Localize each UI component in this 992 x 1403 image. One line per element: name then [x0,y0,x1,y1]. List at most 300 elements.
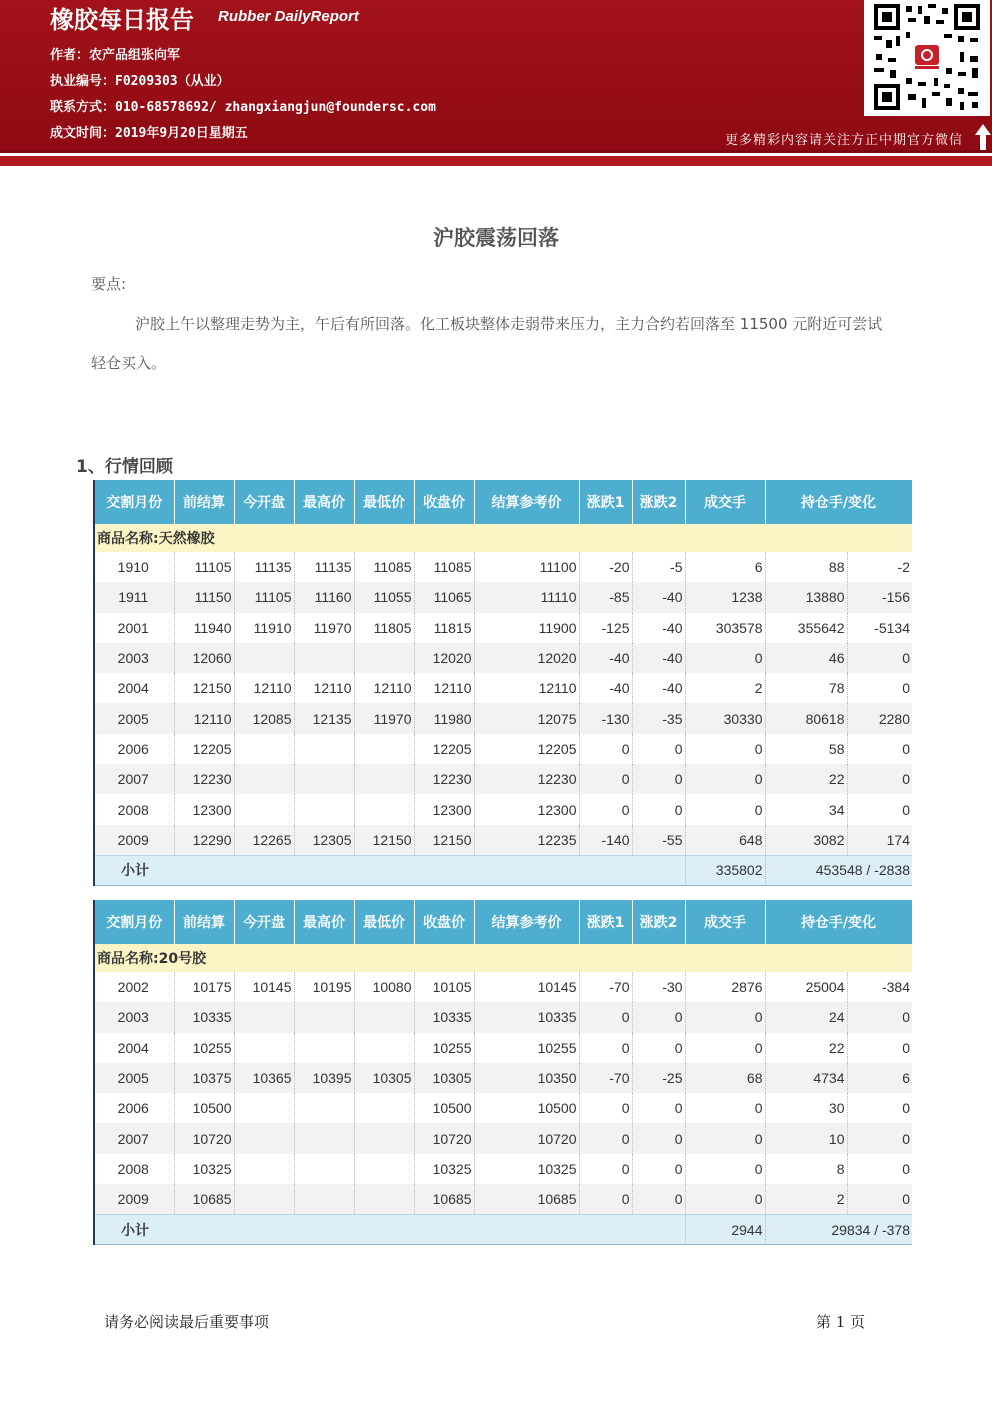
contact-line [50,96,436,115]
table-cell: 12085 [234,703,294,733]
table-cell: 11100 [474,552,579,582]
column-header: 结算参考价 [474,900,579,944]
table-cell: 0 [902,740,910,757]
table-cell: 303578 [685,613,765,643]
table-cell: 0 [632,1184,685,1215]
table-cell: -40 [579,643,632,673]
table-row [94,1093,912,1123]
table-cell: 46 [765,643,847,673]
table-cell: -40 [632,643,685,673]
table-cell [294,1002,354,1032]
table-cell: 11900 [474,613,579,643]
table-cell: -130 [579,703,632,733]
table-cell: 12075 [474,703,579,733]
date-label: 成文时间： [50,126,116,141]
table-cell: 3082 [765,825,847,856]
table-cell: 0 [685,1123,765,1153]
table-cell: 10685 [174,1184,234,1215]
table-row [94,825,912,856]
table-cell: 10335 [414,1002,474,1032]
column-header: 今开盘 [234,480,294,524]
table-cell: 2002 [94,972,174,1002]
table-cell: 0 [902,801,910,818]
table-cell: 10500 [174,1093,234,1123]
subtotal-open-interest: 29834 / -378 [765,1215,912,1245]
table-cell [354,1093,414,1123]
subtotal-label: 小计 [94,1215,685,1245]
table-cell: 0 [685,794,765,824]
table-cell: 12150 [354,825,414,856]
table-cell [354,1184,414,1215]
table-cell [234,1184,294,1215]
column-header: 成交手 [685,900,765,944]
table-cell: -85 [579,582,632,612]
table-cell: 12300 [474,794,579,824]
table-cell: 12150 [414,825,474,856]
table-cell: 11105 [234,582,294,612]
table-cell: 2 [765,1184,847,1215]
table-cell: 13880 [765,582,847,612]
table-cell: 0 [579,1033,632,1063]
product-name-row [94,524,912,552]
table-cell: 0 [632,1033,685,1063]
table-cell: -5134 [874,619,910,636]
table-cell: 11110 [474,582,579,612]
table-cell: 10305 [414,1063,474,1093]
column-header: 收盘价 [414,900,474,944]
table-cell: 22 [765,764,847,794]
table-cell [234,794,294,824]
table-cell: 2001 [94,613,174,643]
column-header: 涨跌2 [632,480,685,524]
table-cell: 0 [632,1154,685,1184]
table-cell: 34 [765,794,847,824]
subtotal-row [94,1215,912,1245]
table-cell: 12230 [414,764,474,794]
table-cell [354,1033,414,1063]
subtotal-volume: 2944 [685,1215,765,1245]
wechat-qr-code[interactable] [864,0,990,116]
table-cell: 0 [902,1160,910,1177]
license-value: F0209303（从业） [115,74,230,89]
table-cell [354,1002,414,1032]
column-header: 涨跌1 [579,480,632,524]
table-cell: 10720 [474,1123,579,1153]
table-cell: 11940 [174,613,234,643]
table-cell: 0 [685,1033,765,1063]
table-cell: 10365 [234,1063,294,1093]
table-cell: 10685 [414,1184,474,1215]
table-cell: 11980 [414,703,474,733]
table-cell: 0 [579,1184,632,1215]
table-cell: 10255 [174,1033,234,1063]
product-name-row [94,944,912,972]
table-cell: 22 [765,1033,847,1063]
table-cell: 0 [579,734,632,764]
table-cell: 0 [579,794,632,824]
table-cell: 10145 [234,972,294,1002]
table-row [94,1184,912,1215]
table-cell: 0 [579,1093,632,1123]
table-cell: 0 [579,1123,632,1153]
column-header: 涨跌1 [579,900,632,944]
table-cell [354,764,414,794]
table-cell: 12110 [354,673,414,703]
contact-label: 联系方式： [50,100,116,115]
table-cell: 88 [765,552,847,582]
column-header: 交割月份 [94,900,174,944]
table-cell: 0 [847,1184,912,1215]
summary-paragraph: 沪胶上午以整理走势为主，午后有所回落。化工板块整体走弱带来压力，主力合约若回落至 11500 元附近可尝试轻仓买入。 [91,315,883,372]
table-cell: 11135 [234,552,294,582]
table-cell: 11105 [174,552,234,582]
table-cell: 10720 [174,1123,234,1153]
table-cell: 11065 [414,582,474,612]
table-cell: 6 [685,552,765,582]
table-row [94,1002,912,1032]
table-cell: 1238 [685,582,765,612]
table-cell: 12230 [174,764,234,794]
author-value: 农产品组张向军 [89,48,181,63]
table-cell: 11910 [234,613,294,643]
table-cell: -5 [632,552,685,582]
table-cell: 355642 [765,613,847,643]
product-name: 商品名称:天然橡胶 [94,524,912,552]
product-name: 商品名称:20号胶 [94,944,912,972]
table-cell: 174 [847,825,912,856]
table-cell: 2005 [94,1063,174,1093]
author-label: 作者： [50,48,90,63]
column-header: 收盘价 [414,480,474,524]
table-cell: 1910 [94,552,174,582]
table-cell: 0 [902,1039,910,1056]
table-cell: -20 [579,552,632,582]
table-cell: 12020 [414,643,474,673]
table-cell: 11135 [294,552,354,582]
table-cell: 10335 [174,1002,234,1032]
subtotal-label: 小计 [94,855,685,885]
table-cell: 0 [902,1100,910,1117]
report-headline: 沪胶震荡回落 [433,226,559,250]
follow-wechat-text: 更多精彩内容请关注方正中期官方微信 [725,133,964,148]
table-cell [354,1154,414,1184]
table-cell: 78 [765,673,847,703]
table-cell: -70 [579,972,632,1002]
table-row [94,643,912,673]
table-row [94,673,912,703]
table-cell: -30 [632,972,685,1002]
table-cell: 2007 [94,1123,174,1153]
table-cell: 2006 [94,734,174,764]
table-cell: -384 [881,979,910,996]
report-title-en: Rubber DailyReport [218,8,359,25]
table-cell: 68 [685,1063,765,1093]
table-cell [354,794,414,824]
table-cell: 12110 [174,703,234,733]
table-cell [234,734,294,764]
table-cell: 12290 [174,825,234,856]
column-header: 最高价 [294,900,354,944]
contact-value: 010-68578692/ zhangxiangjun@foundersc.com [115,100,436,115]
subtotal-open-interest: 453548 / -2838 [765,855,912,885]
table-cell: 30330 [685,703,765,733]
table-cell: 0 [685,643,765,673]
table-cell [234,1033,294,1063]
table-cell [234,1154,294,1184]
column-header: 前结算 [174,480,234,524]
column-header: 持仓手/变化 [765,900,912,944]
table-cell: 2008 [94,794,174,824]
column-header: 持仓手/变化 [765,480,912,524]
table-cell: 4734 [765,1063,847,1093]
table-cell: 10195 [294,972,354,1002]
table-cell: -40 [632,673,685,703]
table-cell: 10685 [474,1184,579,1215]
table-row [94,1033,912,1063]
table-cell: 2004 [94,673,174,703]
table-cell: 10500 [414,1093,474,1123]
qr-code-icon [872,2,982,112]
table-cell: 10145 [474,972,579,1002]
table-cell: -40 [632,582,685,612]
table-cell: 10335 [474,1002,579,1032]
table-cell: 0 [685,764,765,794]
table-cell: 0 [579,1002,632,1032]
table-cell: 11970 [354,703,414,733]
table-cell: 0 [632,1123,685,1153]
page-prefix: 第 [816,1313,832,1331]
table-cell [294,643,354,673]
table-row [94,764,912,794]
table-cell: 10395 [294,1063,354,1093]
table-cell: 0 [685,1093,765,1123]
table-cell: 2 [685,673,765,703]
table-cell: 10350 [474,1063,579,1093]
table-cell: 8 [765,1154,847,1184]
table-row [94,734,912,764]
table-row [94,613,912,643]
table-cell: 12110 [294,673,354,703]
table-cell: -25 [632,1063,685,1093]
table-cell: 2008 [94,1154,174,1184]
column-header: 涨跌2 [632,900,685,944]
arrow-up-icon [975,124,991,150]
table-cell: 11085 [414,552,474,582]
author-line [50,44,180,63]
table-cell: 12205 [474,734,579,764]
table-cell [294,734,354,764]
table-cell: 11805 [354,613,414,643]
table-cell: 12110 [414,673,474,703]
table-cell: 0 [632,734,685,764]
table-cell: -35 [632,703,685,733]
table-cell: 12150 [174,673,234,703]
table-cell [294,794,354,824]
table-cell: 648 [685,825,765,856]
table-cell: 10 [765,1123,847,1153]
table-cell: 2007 [94,764,174,794]
table-cell: 58 [765,734,847,764]
table-cell: 0 [632,794,685,824]
table-cell: 10325 [174,1154,234,1184]
table-cell: 0 [632,1093,685,1123]
table-cell: 2004 [94,1033,174,1063]
table-cell: 0 [902,680,910,697]
table-row [94,1154,912,1184]
table-cell [294,1184,354,1215]
table-cell: 10500 [474,1093,579,1123]
table-cell: 11970 [294,613,354,643]
table-cell: -156 [847,582,912,612]
table-cell [234,1002,294,1032]
table-row [94,972,912,1002]
table-cell: 0 [579,764,632,794]
table-header-row [94,480,912,524]
table-cell: 0 [632,1002,685,1032]
table-cell: 2003 [94,1002,174,1032]
column-header: 结算参考价 [474,480,579,524]
table-cell [294,1154,354,1184]
table-cell: -70 [579,1063,632,1093]
table-cell: 10175 [174,972,234,1002]
table-cell: 0 [685,1154,765,1184]
table-cell: 2003 [94,643,174,673]
table-cell: 1911 [94,582,174,612]
table-cell: -40 [632,613,685,643]
table-cell: 12300 [174,794,234,824]
table-cell: -125 [579,613,632,643]
table-cell [234,643,294,673]
table-cell: 10255 [414,1033,474,1063]
report-title-cn: 橡胶每日报告 [50,6,194,34]
column-header: 前结算 [174,900,234,944]
table-cell: 2876 [685,972,765,1002]
table-cell: 0 [579,1154,632,1184]
table-cell: 12060 [174,643,234,673]
table-cell: 0 [685,1184,765,1215]
table-cell: 2009 [94,825,174,856]
table-row [94,703,912,733]
table-cell: -55 [632,825,685,856]
table-cell: 24 [765,1002,847,1032]
table-cell: 25004 [765,972,847,1002]
table-cell [354,643,414,673]
table-cell: 12205 [414,734,474,764]
table-cell: -2 [897,559,910,576]
table-cell: 30 [765,1093,847,1123]
table-cell: 0 [685,734,765,764]
table-cell: 12235 [474,825,579,856]
table-cell: 0 [847,1123,912,1153]
license-label: 执业编号： [50,74,116,89]
column-header: 交割月份 [94,480,174,524]
table-cell [294,1093,354,1123]
table-cell: 10325 [414,1154,474,1184]
table-cell: 10325 [474,1154,579,1184]
key-points-label: 要点: [91,275,127,293]
table-cell: 2005 [94,703,174,733]
column-header: 成交手 [685,480,765,524]
table-row [94,582,912,612]
date-value: 2019年9月20日星期五 [115,126,248,141]
natural-rubber-quote-table [93,480,913,886]
table-cell: 12135 [294,703,354,733]
table-cell: 12110 [234,673,294,703]
table-cell: 12205 [174,734,234,764]
table-cell: 11055 [354,582,414,612]
table-cell [354,734,414,764]
table-cell [294,1123,354,1153]
date-line [50,122,248,141]
column-header: 最高价 [294,480,354,524]
subtotal-row [94,855,912,885]
table-cell: 10080 [354,972,414,1002]
table-cell: 2009 [94,1184,174,1215]
table-cell: 10255 [474,1033,579,1063]
tsr20-quote-table [93,900,913,1245]
subtotal-volume: 335802 [685,855,765,885]
table-cell: 10105 [414,972,474,1002]
table-cell: 12300 [414,794,474,824]
table-cell [294,1033,354,1063]
table-cell [234,1123,294,1153]
table-cell: 11815 [414,613,474,643]
license-line [50,70,230,89]
page-number [816,1311,865,1332]
table-cell: 12305 [294,825,354,856]
page-suffix: 页 [850,1313,866,1331]
table-header-row [94,900,912,944]
table-row [94,1123,912,1153]
table-cell: 12020 [474,643,579,673]
table-cell: 0 [685,1002,765,1032]
table-cell: 0 [847,1002,912,1032]
table-cell: 2280 [847,703,912,733]
table-cell [294,764,354,794]
column-header: 最低价 [354,480,414,524]
table-cell: 10305 [354,1063,414,1093]
header-banner [0,0,992,150]
table-cell: 11160 [294,582,354,612]
table-cell: -140 [579,825,632,856]
table-cell: 10375 [174,1063,234,1093]
table-cell: 12230 [474,764,579,794]
table-cell: 2006 [94,1093,174,1123]
table-cell: 12110 [474,673,579,703]
table-cell: 11150 [174,582,234,612]
page-number-value: 1 [835,1313,846,1331]
table-row [94,794,912,824]
table-cell: 11085 [354,552,414,582]
header-divider-accent [0,156,992,166]
column-header: 最低价 [354,900,414,944]
table-cell: -40 [579,673,632,703]
table-cell [234,764,294,794]
header-divider [0,150,992,153]
table-cell: 0 [632,764,685,794]
table-cell [354,1123,414,1153]
table-cell: 10720 [414,1123,474,1153]
footer-disclaimer: 请务必阅读最后重要事项 [104,1313,270,1331]
table-cell: 0 [847,643,912,673]
table-cell: 80618 [765,703,847,733]
section-title-market-review: 1、行情回顾 [76,457,173,477]
table-cell: 12265 [234,825,294,856]
table-row [94,552,912,582]
column-header: 今开盘 [234,900,294,944]
table-cell: 6 [847,1063,912,1093]
table-cell: 0 [847,764,912,794]
